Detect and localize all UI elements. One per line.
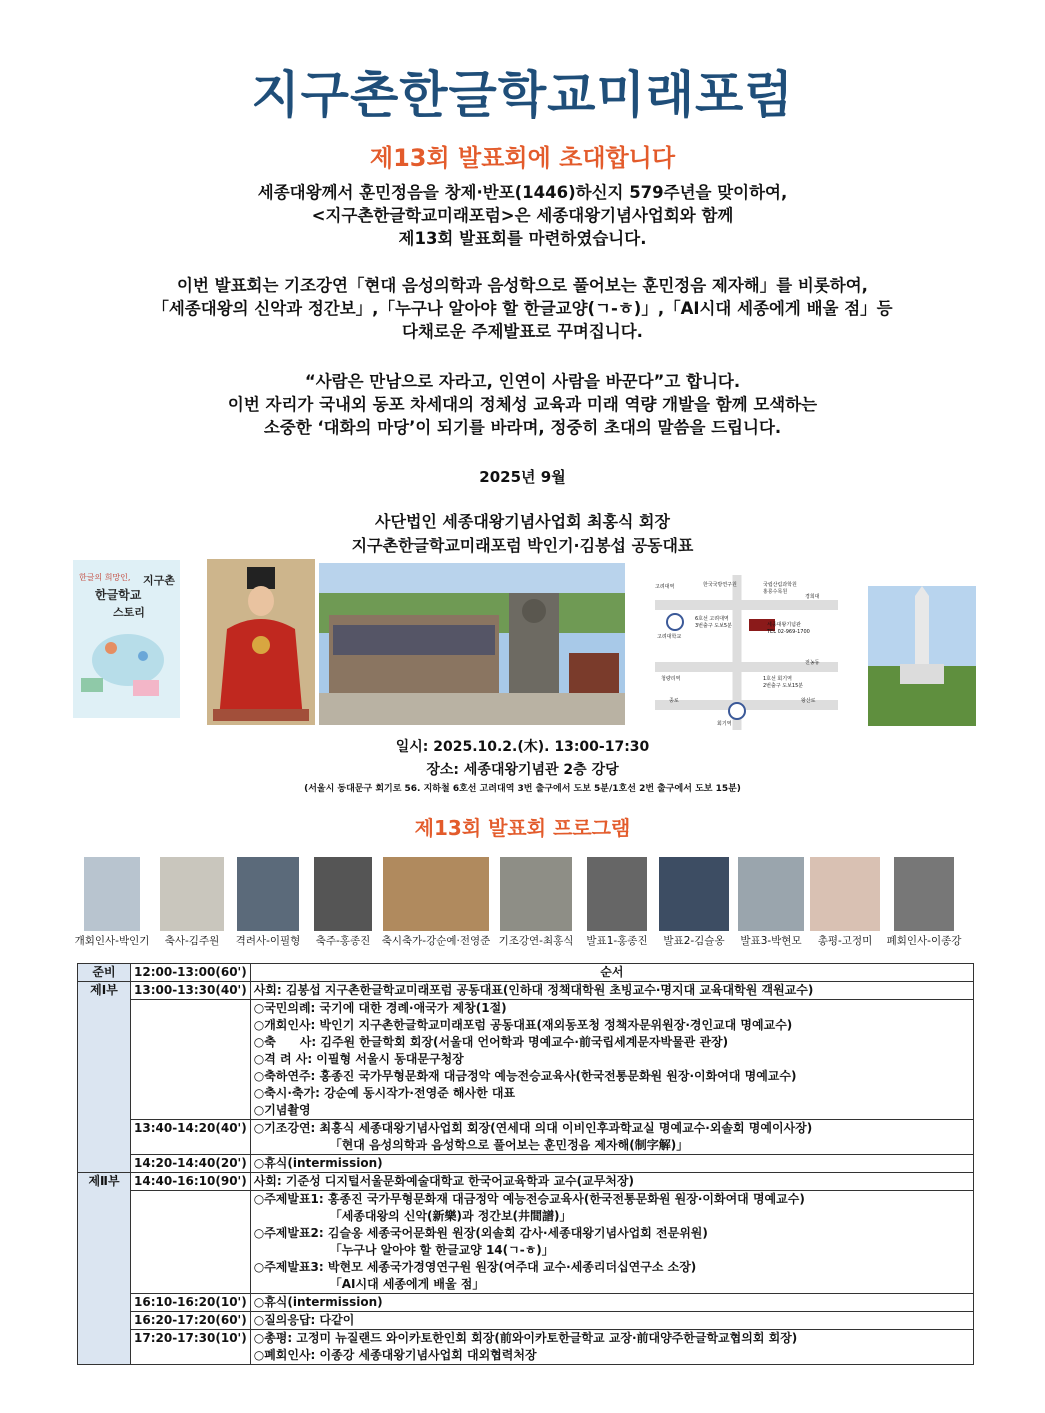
program-cell [250,1191,973,1294]
speaker-card [884,857,964,948]
intro-line: 이번 발표회는 기조강연「현대 음성의학과 음성학으로 풀어보는 훈민정음 제자해」를 비롯하여, [177,276,868,295]
map-label: 왕산로 [801,698,816,704]
map-label: 경희대 [805,594,820,600]
table-row [78,1173,974,1191]
book-title-line: 스토리 [113,606,145,619]
program-line: 「현대 음성의학과 음성학으로 풀어보는 훈민정음 제자해(制字解)」 [329,1138,689,1152]
monument-illustration [868,586,976,726]
order-header: 순서 [250,964,973,982]
table-row [78,1330,974,1365]
program-line: ○격 려 사: 이필형 서울시 동대문구청장 [253,1052,464,1066]
time-cell [131,1191,251,1294]
section-cell: 준비 [78,964,131,982]
speaker-card [72,857,152,948]
intro-line: 「세종대왕의 신악과 정간보」,「누구나 알아야 할 한글교양(ㄱ-ㅎ)」,「AI시대 세종에게 배울 점」등 [152,299,893,318]
table-row [78,964,974,982]
program-cell: 사회: 기준성 디지털서울문화예술대학교 한국어교육학과 교수(교무처장) [250,1173,973,1191]
book-title-line: 지구촌 [143,574,175,587]
map-label: TEL 02-969-1700 [767,629,810,635]
program-cell [250,1120,973,1155]
program-cell: 사회: 김봉섭 지구촌한글학교미래포럼 공동대표(인하대 정책대학원 초빙교수·명지대 교육대학원 객원교수) [250,982,973,1000]
intro-paragraph-1 [0,181,1045,250]
speaker-caption: 축시축가-강순예·전영준 [381,935,491,947]
time-cell: 17:20-17:30(10') [131,1330,251,1365]
king-sejong-portrait [207,559,315,725]
table-row [78,1155,974,1173]
speaker-caption: 축사-김주원 [164,935,220,947]
speaker-card [580,857,654,948]
book-title-line: 한글학교 [95,588,142,602]
table-row [78,1191,974,1294]
map-label: 6호선 고려대역 [695,616,729,622]
program-cell [250,1330,973,1365]
map-label: 3번출구 도보5분 [695,623,732,629]
speaker-photo [738,857,804,931]
location-map [655,575,838,730]
map-label: 종로 [669,698,679,704]
issue-date: 2025년 9월 [479,468,566,486]
speaker-photo [160,857,224,931]
memorial-hall-illustration [319,563,625,725]
speaker-card [380,857,492,948]
program-line: ○주제발표2: 김슬옹 세종국어문화원 원장(외솔회 감사·세종대왕기념사업회 전문위원) [253,1226,708,1240]
speaker-photo [84,857,140,931]
program-line: ○개회인사: 박인기 지구촌한글학교미래포럼 공동대표(재외동포청 정책자문위원장·경인교대 명예교수) [253,1018,793,1032]
speaker-photo [659,857,729,931]
section-cell: 제Ⅰ부 [78,982,131,1173]
intro-paragraph-2 [0,274,1045,343]
speaker-caption: 기조강연-최홍식 [498,935,574,947]
program-line: ○기념촬영 [253,1103,311,1117]
speaker-photo [500,857,572,931]
program-line: ○축하연주: 홍종진 국가무형문화재 대금정악 예능전승교육사(한국전통문화원 원장·이화여대 명예교수) [253,1069,797,1083]
program-line: ○축 사: 김주원 한글학회 회장(서울대 언어학과 명예교수·前국립세계문자박물관 관장) [253,1035,729,1049]
section-cell: 제Ⅱ부 [78,1173,131,1365]
table-row [78,1294,974,1312]
speaker-caption: 발표3-박현모 [740,935,802,947]
table-row [78,1120,974,1155]
intro-line: 제13회 발표회를 마련하였습니다. [398,229,647,248]
monument-photo [868,586,976,726]
book-title-line: 한글의 희망인, [79,573,131,582]
time-cell: 16:20-17:20(60') [131,1312,251,1330]
host-line-2: 지구촌한글학교미래포럼 박인기·김봉섭 공동대표 [351,536,694,555]
speaker-card [654,857,734,948]
program-line: 「AI시대 세종에게 배울 점」 [329,1277,485,1291]
program-line: ○주제발표1: 홍종진 국가무형문화재 대금정악 예능전승교육사(한국전통문화원 원장·이화여대 명예교수) [253,1192,805,1206]
speaker-caption: 축주-홍종진 [315,935,371,947]
map-label: 한국국방연구원 [703,582,737,588]
intro-line: 이번 자리가 국내외 동포 차세대의 정체성 교육과 미래 역량 개발을 함께 모색하는 [227,395,818,414]
program-line: 「세종대왕의 신악(新樂)과 정간보(井間譜)」 [329,1209,572,1223]
speaker-card [734,857,808,948]
time-cell: 12:00-13:00(60') [131,964,251,982]
program-line: ○국민의례: 국기에 대한 경례·애국가 제창(1절) [253,1001,507,1015]
time-cell: 16:10-16:20(10') [131,1294,251,1312]
map-label: 회기역 [717,721,732,727]
time-cell [131,1000,251,1120]
program-line: ○총평: 고정미 뉴질랜드 와이카토한인회 회장(前와이카토한글학교 교장·前대양주한글학교협의회 회장) [253,1331,798,1345]
event-datetime: 일시: 2025.10.2.(木). 13:00-17:30 [395,739,650,755]
program-table [77,963,974,1365]
speaker-caption: 발표2-김슬옹 [663,935,725,947]
program-cell: ○질의응답: 다같이 [250,1312,973,1330]
time-cell: 13:00-13:30(40') [131,982,251,1000]
speaker-card [152,857,232,948]
speaker-photo [237,857,299,931]
program-cell: ○휴식(intermission) [250,1155,973,1173]
map-label: 세종대왕기념관 [767,622,801,628]
program-cell: ○휴식(intermission) [250,1294,973,1312]
speaker-card [230,857,306,948]
table-row [78,1312,974,1330]
program-cell [250,1000,973,1120]
speaker-card [496,857,576,948]
speaker-photo [314,857,372,931]
speaker-caption: 개회인사-박인기 [74,935,150,947]
time-cell: 14:20-14:40(20') [131,1155,251,1173]
speaker-photo [587,857,647,931]
time-cell: 14:40-16:10(90') [131,1173,251,1191]
map-label: 홍릉수목원 [763,589,788,595]
host-line-1: 사단법인 세종대왕기념사업회 최홍식 회장 [375,512,670,531]
page-title: 지구촌한글학교미래포럼 [251,66,794,124]
program-line: ○축시·축가: 강순예 동시작가·전영준 해사한 대표 [253,1086,516,1100]
table-row [78,982,974,1000]
speaker-card [808,857,882,948]
program-line: ○기조강연: 최홍식 세종대왕기념사업회 회장(연세대 의대 이비인후과학교실 명예교수·외솔회 명예이사장) [253,1121,813,1135]
map-label: 2번출구 도보15분 [763,683,804,689]
table-row [78,1000,974,1120]
map-label: 1호선 회기역 [763,676,792,682]
speaker-caption: 격려사-이필형 [235,935,301,947]
program-line: ○폐회인사: 이종강 세종대왕기념사업회 대외협력처장 [253,1348,537,1362]
map-label: 고려대학교 [657,634,682,640]
speaker-caption: 폐회인사-이종강 [886,935,962,947]
intro-line: 세종대왕께서 훈민정음을 창제·반포(1446)하신지 579주년을 맞이하여, [257,183,788,202]
intro-paragraph-3 [0,370,1045,439]
intro-line: “사람은 만남으로 자라고, 인연이 사람을 바꾼다”고 합니다. [304,372,741,391]
speaker-caption: 발표1-홍종진 [586,935,648,947]
program-title: 제13회 발표회 프로그램 [414,816,631,840]
time-cell: 13:40-14:20(40') [131,1120,251,1155]
intro-line: 소중한 ‘대화의 마당’이 되기를 바라며, 정중히 초대의 말씀을 드립니다. [263,418,782,437]
speaker-photo [383,857,489,931]
portrait-illustration [207,559,315,725]
speaker-photo [810,857,880,931]
map-label: 국립산림과학원 [763,582,797,588]
intro-line: 다채로운 주제발표로 꾸며집니다. [402,322,643,341]
map-label: 전농동 [805,660,820,666]
invitation-subtitle: 제13회 발표회에 초대합니다 [369,144,676,172]
program-line: ○주제발표3: 박현모 세종국가경영연구원 원장(여주대 교수·세종리더십연구소 소장) [253,1260,697,1274]
speaker-card [306,857,380,948]
program-line: 「누구나 알아야 할 한글교양 14(ㄱ-ㅎ)」 [329,1243,554,1257]
intro-line: <지구촌한글학교미래포럼>은 세종대왕기념사업회와 함께 [311,206,734,225]
host-block [0,510,1045,558]
memorial-hall-photo [319,563,625,725]
book-illustration [73,560,180,718]
event-venue: 장소: 세종대왕기념관 2층 강당 [426,762,619,778]
speaker-caption: 총평-고정미 [817,935,873,947]
map-label: 고려대역 [655,584,675,590]
map-label: 청량리역 [661,676,681,682]
event-directions: (서울시 동대문구 회기로 56. 지하철 6호선 고려대역 3번 출구에서 도보 5분/1호선 2번 출구에서 도보 15분) [304,784,741,794]
book-cover-image [73,560,180,718]
speaker-photo [894,857,954,931]
